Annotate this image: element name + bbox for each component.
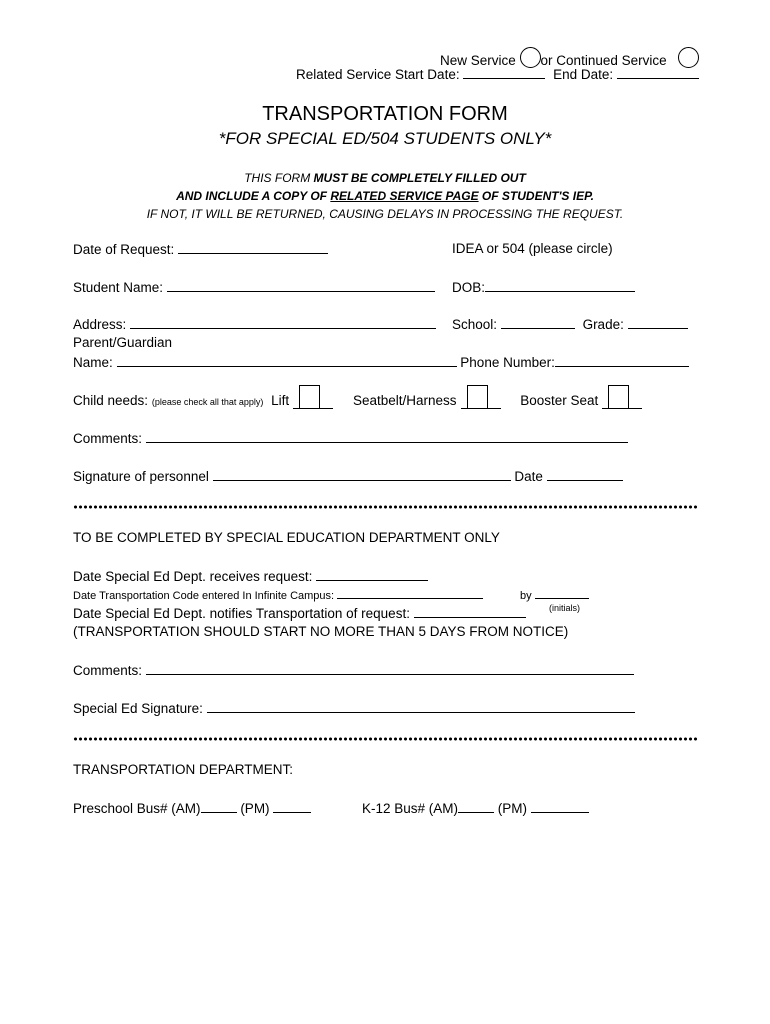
parent-guardian-label: Parent/Guardian (73, 335, 173, 350)
school-field[interactable] (501, 316, 575, 329)
sped-notifies-row (73, 605, 526, 621)
address-label: Address: (73, 317, 127, 332)
sped-receives-row (73, 568, 428, 584)
lift-checkbox[interactable] (299, 385, 320, 409)
student-name-label: Student Name: (73, 280, 164, 295)
end-date-label: End Date: (553, 67, 614, 82)
initials-field[interactable] (535, 588, 589, 599)
booster-label: Booster Seat (520, 393, 599, 408)
sped-signature-row (73, 700, 635, 716)
seatbelt-checkbox[interactable] (467, 385, 488, 409)
signature-row (73, 468, 623, 484)
date-of-request-label: Date of Request: (73, 242, 175, 257)
signature-personnel-label: Signature of personnel (73, 469, 209, 484)
child-needs-row (73, 392, 642, 409)
sped-heading: TO BE COMPLETED BY SPECIAL EDUCATION DEPARTMENT ONLY (73, 530, 500, 545)
start-date-field[interactable] (463, 66, 545, 79)
transport-heading: TRANSPORTATION DEPARTMENT: (73, 762, 294, 777)
date-of-request-field[interactable] (178, 241, 328, 254)
address-field[interactable] (130, 316, 436, 329)
k12-am-field[interactable] (458, 800, 494, 813)
new-service-circle[interactable] (520, 47, 541, 68)
lift-checkbox-field[interactable] (293, 392, 333, 409)
preschool-pm-field[interactable] (273, 800, 311, 813)
dotted-divider-1 (73, 505, 699, 509)
lift-label: Lift (271, 393, 290, 408)
school-grade-row (452, 316, 688, 332)
signature-date-label: Date (514, 469, 543, 484)
student-name-field[interactable] (167, 279, 435, 292)
notice-line-3: IF NOT, IT WILL BE RETURNED, CAUSING DELAYS IN PROCESSING THE REQUEST. (146, 207, 624, 221)
parent-name-label: Name: (73, 355, 113, 370)
page-title: TRANSPORTATION FORM (262, 103, 508, 125)
sped-receives-label: Date Special Ed Dept. receives request: (73, 569, 313, 584)
grade-field[interactable] (628, 316, 688, 329)
sped-signature-field[interactable] (207, 700, 635, 713)
by-label: by (520, 590, 532, 602)
new-service-label: New Service (440, 53, 516, 68)
page-subtitle: *FOR SPECIAL ED/504 STUDENTS ONLY* (218, 129, 552, 148)
preschool-am-label: Preschool Bus# (AM) (73, 801, 201, 816)
date-of-request-row (73, 241, 328, 257)
k12-pm-field[interactable] (531, 800, 589, 813)
k12-pm-label: (PM) (497, 801, 528, 816)
service-dates-row (296, 66, 699, 82)
address-row (73, 316, 436, 332)
notice-line-1: THIS FORM MUST BE COMPLETELY FILLED OUT (244, 171, 526, 185)
preschool-am-field[interactable] (201, 800, 237, 813)
dob-row (452, 279, 635, 295)
sped-receives-field[interactable] (316, 568, 428, 581)
phone-number-field[interactable] (555, 354, 689, 367)
phone-number-label: Phone Number: (460, 355, 555, 370)
signature-date-field[interactable] (547, 468, 623, 481)
or-continued-service-label: or Continued Service (540, 53, 667, 68)
comments-field[interactable] (146, 430, 628, 443)
start-note: (TRANSPORTATION SHOULD START NO MORE THAN 5 DAYS FROM NOTICE) (73, 624, 569, 639)
continued-service-circle[interactable] (678, 47, 699, 68)
dob-field[interactable] (485, 279, 635, 292)
code-entered-field[interactable] (337, 588, 483, 599)
sped-comments-label: Comments: (73, 663, 143, 678)
by-row (520, 588, 589, 602)
comments-row (73, 430, 628, 446)
dotted-divider-2 (73, 737, 699, 741)
related-start-label: Related Service Start Date: (296, 67, 460, 82)
k12-am-label: K-12 Bus# (AM) (362, 801, 459, 816)
code-entered-row (73, 588, 483, 602)
seatbelt-checkbox-field[interactable] (461, 392, 501, 409)
school-label: School: (452, 317, 498, 332)
sped-notifies-field[interactable] (414, 605, 526, 618)
preschool-bus-row (73, 800, 311, 816)
preschool-pm-label: (PM) (240, 801, 270, 816)
initials-label: (initials) (549, 603, 581, 613)
notice-line-2: AND INCLUDE A COPY OF RELATED SERVICE PAGE OF STUDENT'S IEP. (176, 189, 594, 203)
sped-comments-row (73, 662, 634, 678)
sped-notifies-label: Date Special Ed Dept. notifies Transportation of request: (73, 606, 410, 621)
parent-name-row (73, 354, 689, 370)
check-all-note: (please check all that apply) (151, 397, 264, 407)
signature-personnel-field[interactable] (213, 468, 511, 481)
comments-label: Comments: (73, 431, 143, 446)
parent-name-field[interactable] (117, 354, 457, 367)
grade-label: Grade: (582, 317, 624, 332)
sped-comments-field[interactable] (146, 662, 634, 675)
student-name-row (73, 279, 435, 295)
booster-checkbox[interactable] (608, 385, 629, 409)
code-entered-label: Date Transportation Code entered In Infinite Campus: (73, 590, 335, 602)
booster-checkbox-field[interactable] (602, 392, 642, 409)
dob-label: DOB: (452, 280, 486, 295)
end-date-field[interactable] (617, 66, 699, 79)
sped-signature-label: Special Ed Signature: (73, 701, 203, 716)
child-needs-label: Child needs: (73, 393, 149, 408)
k12-bus-row (362, 800, 589, 816)
idea-504-label[interactable]: IDEA or 504 (please circle) (452, 241, 613, 256)
service-type-row (440, 47, 699, 68)
seatbelt-label: Seatbelt/Harness (352, 393, 457, 408)
